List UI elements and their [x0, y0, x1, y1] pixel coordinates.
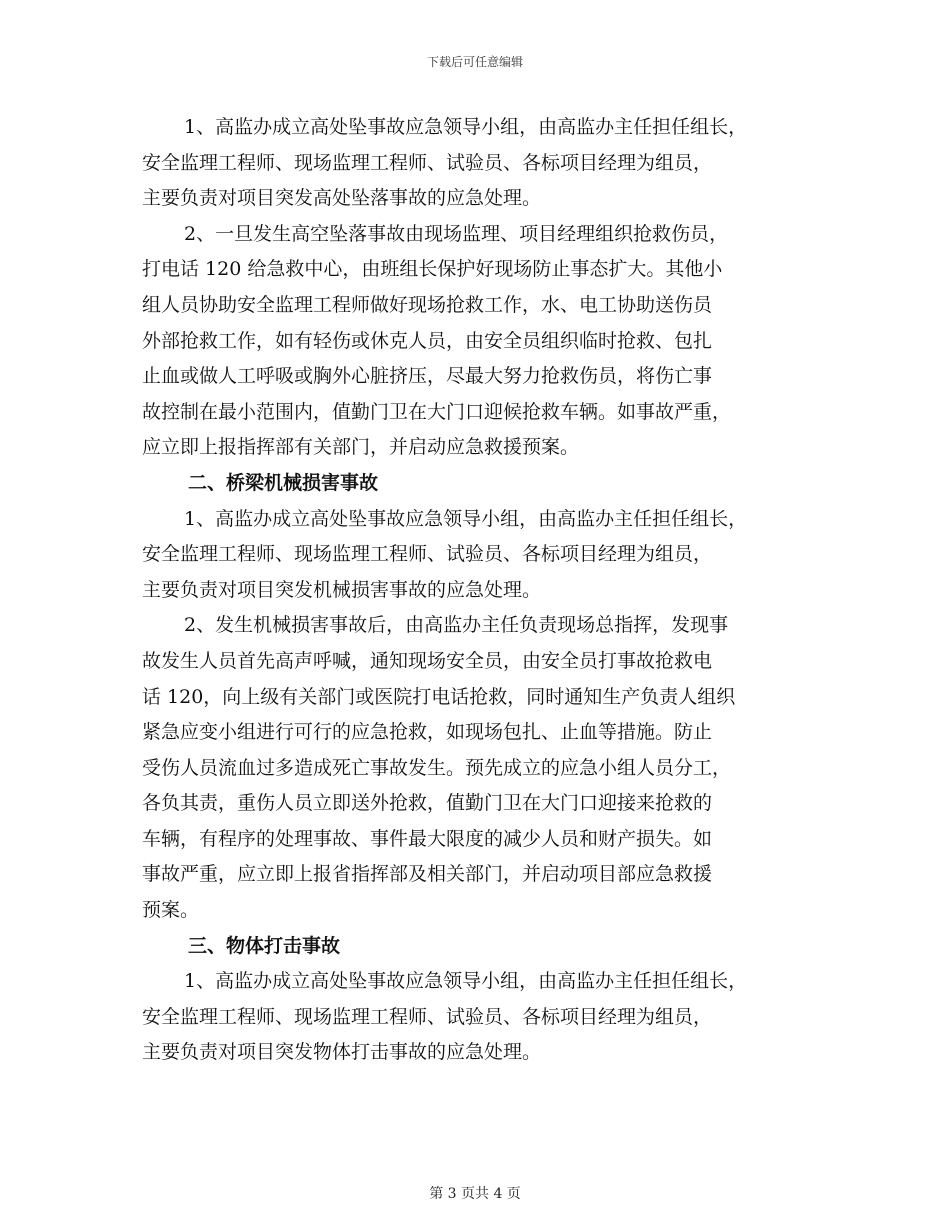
- text-line: 安全监理工程师、现场监理工程师、试验员、各标项目经理为组员，: [142, 151, 713, 174]
- text-line: 主要负责对项目突发机械损害事故的应急处理。: [142, 578, 542, 601]
- text-line: 故发生人员首先高声呼喊，通知现场安全员，由安全员打事故抢救电: [142, 649, 713, 672]
- document-body: [142, 110, 822, 1071]
- text-line: 组人员协助安全监理工程师做好现场抢救工作，水、电工协助送伤员: [142, 293, 713, 316]
- text-line: 紧急应变小组进行可行的应急抢救，如现场包扎、止血等措施。防止: [142, 721, 713, 744]
- text-line: 2、一旦发生高空坠落事故由现场监理、项目经理组织抢救伤员，: [184, 222, 729, 245]
- page-footer: 第 3 页共 4 页: [429, 1186, 521, 1202]
- section-heading: 二、桥梁机械损害事故: [188, 471, 379, 494]
- text-line: 车辆，有程序的处理事故、事件最大限度的减少人员和财产损失。如: [142, 827, 713, 850]
- text-line: 话 120，向上级有关部门或医院打电话抢救，同时通知生产负责人组织: [142, 685, 736, 708]
- text-line: 2、发生机械损害事故后，由高监办主任负责现场总指挥，发现事: [184, 614, 729, 637]
- text-line: 安全监理工程师、现场监理工程师、试验员、各标项目经理为组员，: [142, 543, 713, 566]
- text-line: 1、高监办成立高处坠事故应急领导小组，由高监办主任担任组长，: [184, 116, 748, 138]
- text-line: 止血或做人工呼吸或胸外心脏挤压，尽最大努力抢救伤员，将伤亡事: [142, 365, 713, 388]
- text-line: 预案。: [142, 899, 200, 922]
- text-line: 受伤人员流血过多造成死亡事故发生。预先成立的应急小组人员分工，: [142, 756, 732, 779]
- text-line: 各负其责，重伤人员立即送外抢救，值勤门卫在大门口迎接来抢救的: [142, 792, 713, 815]
- text-line: 应立即上报指挥部有关部门，并启动应急救援预案。: [142, 436, 580, 459]
- section-heading: 三、物体打击事故: [188, 934, 341, 957]
- text-line: 1、高监办成立高处坠事故应急领导小组，由高监办主任担任组长，: [184, 970, 748, 993]
- text-line: 安全监理工程师、现场监理工程师、试验员、各标项目经理为组员，: [142, 1005, 713, 1028]
- text-line: 外部抢救工作，如有轻伤或休克人员，由安全员组织临时抢救、包扎: [142, 329, 713, 352]
- text-line: 打电话 120 给急救中心，由班组长保护好现场防止事态扩大。其他小: [142, 258, 723, 281]
- page-header: 下载后可任意编辑: [426, 55, 523, 69]
- text-line: 主要负责对项目突发高处坠落事故的应急处理。: [142, 187, 542, 210]
- text-line: 故控制在最小范围内，值勤门卫在大门口迎候抢救车辆。如事故严重，: [142, 400, 732, 423]
- text-line: 1、高监办成立高处坠事故应急领导小组，由高监办主任担任组长，: [184, 507, 748, 530]
- text-line: 事故严重，应立即上报省指挥部及相关部门，并启动项目部应急救援: [142, 863, 713, 886]
- text-line: 主要负责对项目突发物体打击事故的应急处理。: [142, 1041, 542, 1064]
